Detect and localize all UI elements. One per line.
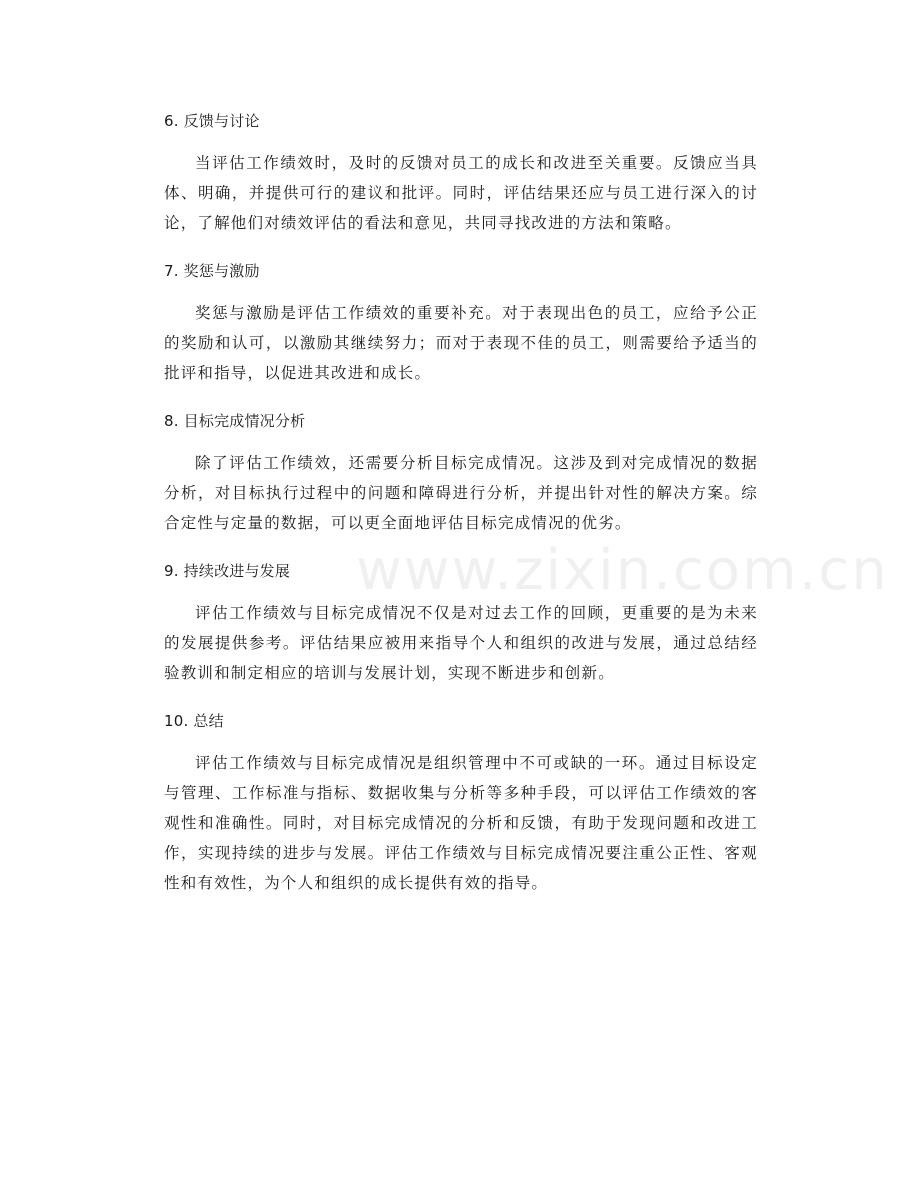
section-heading: 8. 目标完成情况分析 xyxy=(164,412,306,430)
section-rewards xyxy=(164,250,758,388)
watermark: www.zixin.com.cn xyxy=(356,538,889,603)
section-heading: 9. 持续改进与发展 xyxy=(164,562,291,580)
section-paragraph: 当评估工作绩效时，及时的反馈对员工的成长和改进至关重要。反馈应当具体、明确，并提供可行的建议和批评。同时，评估结果还应与员工进行深入的讨论，了解他们对绩效评估的看法和意见，共同寻找改进的方法和策略。 xyxy=(164,154,758,232)
section-heading: 6. 反馈与讨论 xyxy=(164,112,260,130)
section-summary xyxy=(164,700,758,898)
section-paragraph: 奖惩与激励是评估工作绩效的重要补充。对于表现出色的员工，应给予公正的奖励和认可，以激励其继续努力；而对于表现不佳的员工，则需要给予适当的批评和指导，以促进其改进和成长。 xyxy=(164,304,758,382)
document-content xyxy=(164,100,758,910)
section-heading: 10. 总结 xyxy=(164,712,224,730)
section-paragraph: 评估工作绩效与目标完成情况是组织管理中不可或缺的一环。通过目标设定与管理、工作标准与指标、数据收集与分析等多种手段，可以评估工作绩效的客观性和准确性。同时，对目标完成情况的分析和反馈，有助于发现问题和改进工作，实现持续的进步与发展。评估工作绩效与目标完成情况要注重公正性、客观性和有效性，为个人和组织的成长提供有效的指导。 xyxy=(164,754,758,892)
section-continuous-improvement xyxy=(164,550,758,688)
section-paragraph: 评估工作绩效与目标完成情况不仅是对过去工作的回顾，更重要的是为未来的发展提供参考。评估结果应被用来指导个人和组织的改进与发展，通过总结经验教训和制定相应的培训与发展计划，实现不断进步和创新。 xyxy=(164,604,758,682)
section-heading: 7. 奖惩与激励 xyxy=(164,262,260,280)
section-paragraph: 除了评估工作绩效，还需要分析目标完成情况。这涉及到对完成情况的数据分析，对目标执行过程中的问题和障碍进行分析，并提出针对性的解决方案。综合定性与定量的数据，可以更全面地评估目标完成情况的优劣。 xyxy=(164,454,758,532)
section-goal-analysis xyxy=(164,400,758,538)
section-feedback xyxy=(164,100,758,238)
